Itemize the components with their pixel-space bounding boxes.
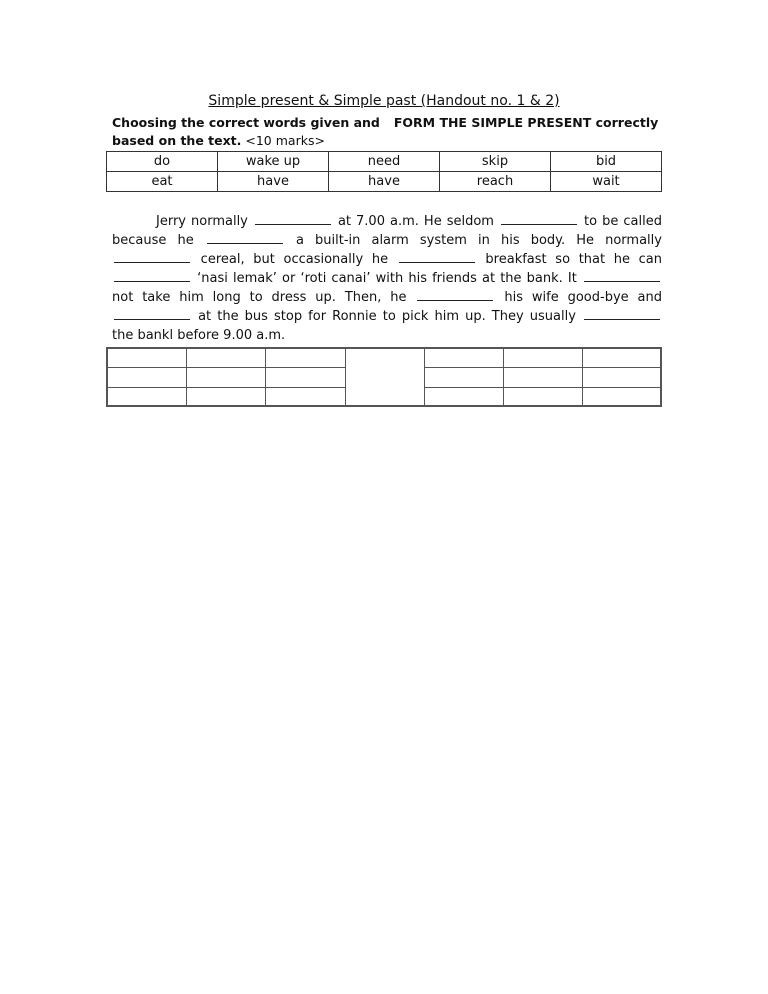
worksheet bbox=[106, 92, 662, 407]
answer-cell[interactable] bbox=[424, 387, 504, 406]
instructions bbox=[112, 114, 662, 150]
answer-cell[interactable] bbox=[582, 348, 661, 368]
word-bank-row bbox=[107, 152, 662, 172]
answer-cell[interactable] bbox=[107, 367, 187, 388]
answer-blank[interactable] bbox=[584, 307, 660, 320]
passage-text: a built-in alarm system in his body. He normally bbox=[295, 233, 662, 248]
answer-cell[interactable] bbox=[582, 367, 661, 388]
passage-text: his wife good-bye and bbox=[504, 290, 662, 305]
answer-blank[interactable] bbox=[399, 250, 475, 263]
passage-text: not take him long to dress up. Then, he bbox=[112, 290, 407, 305]
answer-cell[interactable] bbox=[265, 367, 346, 388]
passage-text: cereal, but occasionally he bbox=[200, 252, 389, 267]
passage-text: ‘nasi lemak’ or ‘roti canai’ with his friends at the bank. It bbox=[197, 271, 577, 286]
word-bank-table bbox=[106, 151, 662, 192]
word-cell: bid bbox=[551, 152, 662, 172]
passage-text: at 7.00 a.m. He seldom bbox=[337, 214, 494, 229]
answer-blank[interactable] bbox=[255, 212, 331, 225]
answer-cell[interactable] bbox=[265, 348, 346, 368]
worksheet-title: Simple present & Simple past (Handout no. 1 & 2) bbox=[208, 93, 560, 109]
passage-text: breakfast so that he can bbox=[485, 252, 663, 267]
answer-cell[interactable] bbox=[424, 348, 504, 368]
instructions-part1: Choosing the correct words given and bbox=[112, 115, 380, 130]
answer-blank[interactable] bbox=[114, 250, 190, 263]
word-cell: have bbox=[218, 172, 329, 192]
answer-cell[interactable] bbox=[107, 348, 187, 368]
answer-blank[interactable] bbox=[417, 288, 493, 301]
answer-cell[interactable] bbox=[424, 367, 504, 388]
instructions-part2: FORM THE SIMPLE PRESENT correctly bbox=[393, 115, 659, 130]
word-cell: wake up bbox=[218, 152, 329, 172]
answer-cell[interactable] bbox=[186, 367, 266, 388]
word-cell: wait bbox=[551, 172, 662, 192]
answer-cell[interactable] bbox=[503, 348, 583, 368]
passage-text: to be called because he bbox=[112, 214, 662, 248]
answer-cell[interactable] bbox=[186, 348, 266, 368]
answer-cell[interactable] bbox=[265, 387, 346, 406]
answer-cell-merged[interactable] bbox=[345, 348, 425, 406]
word-cell: need bbox=[329, 152, 440, 172]
answer-grid bbox=[106, 347, 662, 407]
passage-text: the bankl before 9.00 a.m. bbox=[112, 328, 286, 343]
answer-cell[interactable] bbox=[582, 387, 661, 406]
passage-text: Jerry normally bbox=[156, 214, 248, 229]
word-cell: eat bbox=[107, 172, 218, 192]
answer-cell[interactable] bbox=[107, 387, 187, 406]
answer-blank[interactable] bbox=[207, 231, 283, 244]
answer-blank[interactable] bbox=[501, 212, 577, 225]
answer-blank[interactable] bbox=[114, 307, 190, 320]
word-cell: skip bbox=[440, 152, 551, 172]
answer-blank[interactable] bbox=[114, 269, 190, 282]
answer-cell[interactable] bbox=[503, 367, 583, 388]
passage bbox=[112, 212, 662, 345]
word-cell: reach bbox=[440, 172, 551, 192]
word-bank-row bbox=[107, 172, 662, 192]
answer-cell[interactable] bbox=[186, 387, 266, 406]
word-cell: do bbox=[107, 152, 218, 172]
instructions-part3: based on the text. bbox=[112, 133, 242, 148]
word-cell: have bbox=[329, 172, 440, 192]
passage-text: at the bus stop for Ronnie to pick him up. They usually bbox=[198, 309, 576, 324]
answer-cell[interactable] bbox=[503, 387, 583, 406]
answer-blank[interactable] bbox=[584, 269, 660, 282]
marks-label: <10 marks> bbox=[245, 133, 325, 148]
